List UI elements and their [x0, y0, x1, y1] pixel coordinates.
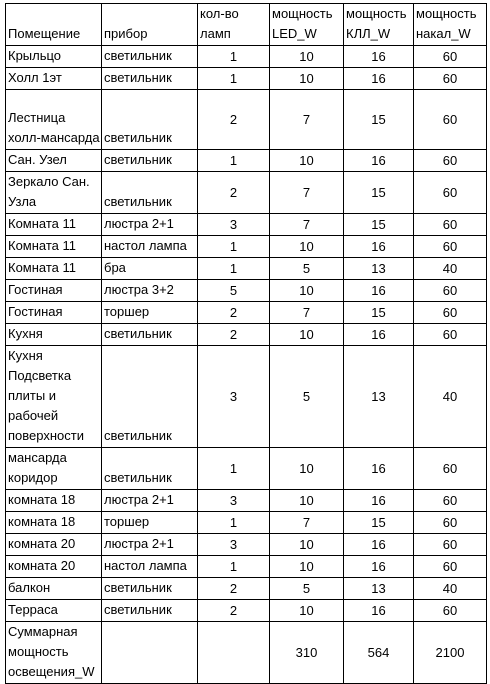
table-row — [6, 490, 487, 512]
table-row — [6, 68, 487, 90]
cell-cfl-power[interactable]: 16 — [344, 534, 414, 556]
cell-incandescent-power[interactable]: 60 — [414, 490, 487, 512]
cell-device[interactable]: люстра 2+1 — [102, 534, 198, 556]
cell-cfl-power[interactable]: 16 — [344, 600, 414, 622]
cell-device[interactable]: светильник — [102, 150, 198, 172]
cell-incandescent-power[interactable]: 60 — [414, 172, 487, 214]
total-label[interactable]: Суммарная мощность освещения_W — [6, 622, 102, 684]
cell-device[interactable]: светильник — [102, 68, 198, 90]
cell-cfl-power[interactable]: 16 — [344, 448, 414, 490]
cell-device[interactable]: настол лампа — [102, 556, 198, 578]
header-cell-room[interactable]: Помещение — [6, 4, 102, 46]
header-row — [6, 4, 487, 46]
cell-device[interactable]: светильник — [102, 46, 198, 68]
cell-led-power[interactable]: 5 — [270, 346, 344, 448]
cell-room[interactable]: Комната 11 — [6, 214, 102, 236]
cell-incandescent-power[interactable]: 60 — [414, 512, 487, 534]
total-lamps[interactable] — [198, 622, 270, 684]
table-row — [6, 214, 487, 236]
table-row — [6, 280, 487, 302]
cell-led-power[interactable]: 5 — [270, 578, 344, 600]
cell-led-power[interactable]: 5 — [270, 258, 344, 280]
header-cell-lamp-count[interactable]: кол-во ламп — [198, 4, 270, 46]
total-led-power[interactable]: 310 — [270, 622, 344, 684]
cell-incandescent-power[interactable]: 60 — [414, 280, 487, 302]
cell-incandescent-power[interactable]: 60 — [414, 302, 487, 324]
cell-cfl-power[interactable]: 15 — [344, 172, 414, 214]
cell-incandescent-power[interactable]: 60 — [414, 46, 487, 68]
cell-device[interactable]: светильник — [102, 578, 198, 600]
cell-device[interactable]: светильник — [102, 172, 198, 214]
cell-lamp-count[interactable]: 1 — [198, 46, 270, 68]
cell-device[interactable]: настол лампа — [102, 236, 198, 258]
table-row — [6, 534, 487, 556]
cell-led-power[interactable]: 10 — [270, 534, 344, 556]
cell-device[interactable]: светильник — [102, 600, 198, 622]
cell-cfl-power[interactable]: 16 — [344, 68, 414, 90]
cell-led-power[interactable]: 10 — [270, 236, 344, 258]
cell-lamp-count[interactable]: 1 — [198, 68, 270, 90]
cell-device[interactable]: люстра 3+2 — [102, 280, 198, 302]
table-row — [6, 448, 487, 490]
table-row — [6, 512, 487, 534]
cell-led-power[interactable]: 7 — [270, 90, 344, 150]
cell-lamp-count[interactable]: 2 — [198, 302, 270, 324]
cell-led-power[interactable]: 10 — [270, 46, 344, 68]
table-row — [6, 302, 487, 324]
cell-cfl-power[interactable]: 13 — [344, 578, 414, 600]
cell-room[interactable]: балкон — [6, 578, 102, 600]
cell-led-power[interactable]: 7 — [270, 302, 344, 324]
table-row — [6, 172, 487, 214]
cell-cfl-power[interactable]: 16 — [344, 490, 414, 512]
cell-room[interactable]: Гостиная — [6, 302, 102, 324]
cell-incandescent-power[interactable]: 60 — [414, 214, 487, 236]
cell-cfl-power[interactable]: 16 — [344, 150, 414, 172]
cell-incandescent-power[interactable]: 60 — [414, 68, 487, 90]
table-row — [6, 346, 487, 448]
cell-room[interactable]: Кухня — [6, 324, 102, 346]
cell-incandescent-power[interactable]: 60 — [414, 324, 487, 346]
cell-led-power[interactable]: 10 — [270, 324, 344, 346]
cell-led-power[interactable]: 7 — [270, 172, 344, 214]
cell-lamp-count[interactable]: 1 — [198, 448, 270, 490]
cell-incandescent-power[interactable]: 60 — [414, 150, 487, 172]
cell-led-power[interactable]: 10 — [270, 556, 344, 578]
cell-incandescent-power[interactable]: 60 — [414, 534, 487, 556]
cell-lamp-count[interactable]: 2 — [198, 600, 270, 622]
cell-incandescent-power[interactable]: 60 — [414, 90, 487, 150]
cell-led-power[interactable]: 10 — [270, 490, 344, 512]
cell-cfl-power[interactable]: 15 — [344, 512, 414, 534]
cell-lamp-count[interactable]: 1 — [198, 258, 270, 280]
cell-lamp-count[interactable]: 2 — [198, 324, 270, 346]
cell-device[interactable]: бра — [102, 258, 198, 280]
cell-led-power[interactable]: 7 — [270, 214, 344, 236]
table-row — [6, 46, 487, 68]
table-row — [6, 90, 487, 150]
cell-lamp-count[interactable]: 2 — [198, 172, 270, 214]
cell-cfl-power[interactable]: 16 — [344, 556, 414, 578]
cell-device[interactable]: светильник — [102, 90, 198, 150]
cell-room[interactable]: Кухня Подсветка плиты и рабочей поверхности — [6, 346, 102, 448]
cell-lamp-count[interactable]: 1 — [198, 150, 270, 172]
cell-room[interactable]: Крыльцо — [6, 46, 102, 68]
cell-device[interactable]: светильник — [102, 448, 198, 490]
cell-room[interactable]: Гостиная — [6, 280, 102, 302]
cell-lamp-count[interactable]: 3 — [198, 346, 270, 448]
cell-incandescent-power[interactable]: 60 — [414, 448, 487, 490]
header-cell-incandescent-power[interactable]: мощность накал_W — [414, 4, 487, 46]
table-row — [6, 258, 487, 280]
total-incandescent-power[interactable]: 2100 — [414, 622, 487, 684]
cell-room[interactable]: комната 20 — [6, 534, 102, 556]
cell-led-power[interactable]: 10 — [270, 280, 344, 302]
cell-device[interactable]: светильник — [102, 346, 198, 448]
total-cfl-power[interactable]: 564 — [344, 622, 414, 684]
cell-room[interactable]: Холл 1эт — [6, 68, 102, 90]
cell-led-power[interactable]: 10 — [270, 448, 344, 490]
cell-room[interactable]: Лестница холл-мансарда — [6, 90, 102, 150]
cell-room[interactable]: Комната 11 — [6, 258, 102, 280]
cell-room[interactable]: Комната 11 — [6, 236, 102, 258]
cell-room[interactable]: Терраса — [6, 600, 102, 622]
cell-lamp-count[interactable]: 1 — [198, 236, 270, 258]
cell-room[interactable]: комната 18 — [6, 490, 102, 512]
cell-cfl-power[interactable]: 16 — [344, 280, 414, 302]
cell-device[interactable]: торшер — [102, 302, 198, 324]
cell-incandescent-power[interactable]: 40 — [414, 346, 487, 448]
table-row — [6, 324, 487, 346]
cell-lamp-count[interactable]: 5 — [198, 280, 270, 302]
cell-incandescent-power[interactable]: 40 — [414, 578, 487, 600]
cell-led-power[interactable]: 10 — [270, 68, 344, 90]
cell-cfl-power[interactable]: 13 — [344, 258, 414, 280]
cell-cfl-power[interactable]: 15 — [344, 90, 414, 150]
cell-cfl-power[interactable]: 16 — [344, 46, 414, 68]
cell-room[interactable]: комната 18 — [6, 512, 102, 534]
cell-lamp-count[interactable]: 3 — [198, 534, 270, 556]
cell-led-power[interactable]: 10 — [270, 150, 344, 172]
cell-room[interactable]: Зеркало Сан. Узла — [6, 172, 102, 214]
table-row — [6, 600, 487, 622]
cell-device[interactable]: торшер — [102, 512, 198, 534]
cell-device[interactable]: люстра 2+1 — [102, 490, 198, 512]
cell-cfl-power[interactable]: 16 — [344, 324, 414, 346]
cell-cfl-power[interactable]: 16 — [344, 236, 414, 258]
cell-room[interactable]: комната 20 — [6, 556, 102, 578]
total-device[interactable] — [102, 622, 198, 684]
cell-lamp-count[interactable]: 1 — [198, 512, 270, 534]
table-row — [6, 150, 487, 172]
cell-incandescent-power[interactable]: 60 — [414, 236, 487, 258]
cell-lamp-count[interactable]: 3 — [198, 490, 270, 512]
cell-cfl-power[interactable]: 15 — [344, 302, 414, 324]
header-cell-device[interactable]: прибор — [102, 4, 198, 46]
cell-lamp-count[interactable]: 2 — [198, 90, 270, 150]
lighting-power-table — [5, 3, 487, 684]
cell-device[interactable]: светильник — [102, 324, 198, 346]
total-row — [6, 622, 487, 684]
cell-device[interactable]: люстра 2+1 — [102, 214, 198, 236]
header-cell-led-power[interactable]: мощность LED_W — [270, 4, 344, 46]
header-cell-cfl-power[interactable]: мощность КЛЛ_W — [344, 4, 414, 46]
cell-lamp-count[interactable]: 1 — [198, 556, 270, 578]
cell-incandescent-power[interactable]: 60 — [414, 600, 487, 622]
cell-cfl-power[interactable]: 13 — [344, 346, 414, 448]
cell-incandescent-power[interactable]: 60 — [414, 556, 487, 578]
table-row — [6, 578, 487, 600]
cell-lamp-count[interactable]: 3 — [198, 214, 270, 236]
cell-cfl-power[interactable]: 15 — [344, 214, 414, 236]
cell-led-power[interactable]: 7 — [270, 512, 344, 534]
cell-lamp-count[interactable]: 2 — [198, 578, 270, 600]
table-row — [6, 556, 487, 578]
cell-room[interactable]: мансарда коридор — [6, 448, 102, 490]
cell-led-power[interactable]: 10 — [270, 600, 344, 622]
cell-room[interactable]: Сан. Узел — [6, 150, 102, 172]
cell-incandescent-power[interactable]: 40 — [414, 258, 487, 280]
table-row — [6, 236, 487, 258]
table-body — [6, 4, 487, 684]
